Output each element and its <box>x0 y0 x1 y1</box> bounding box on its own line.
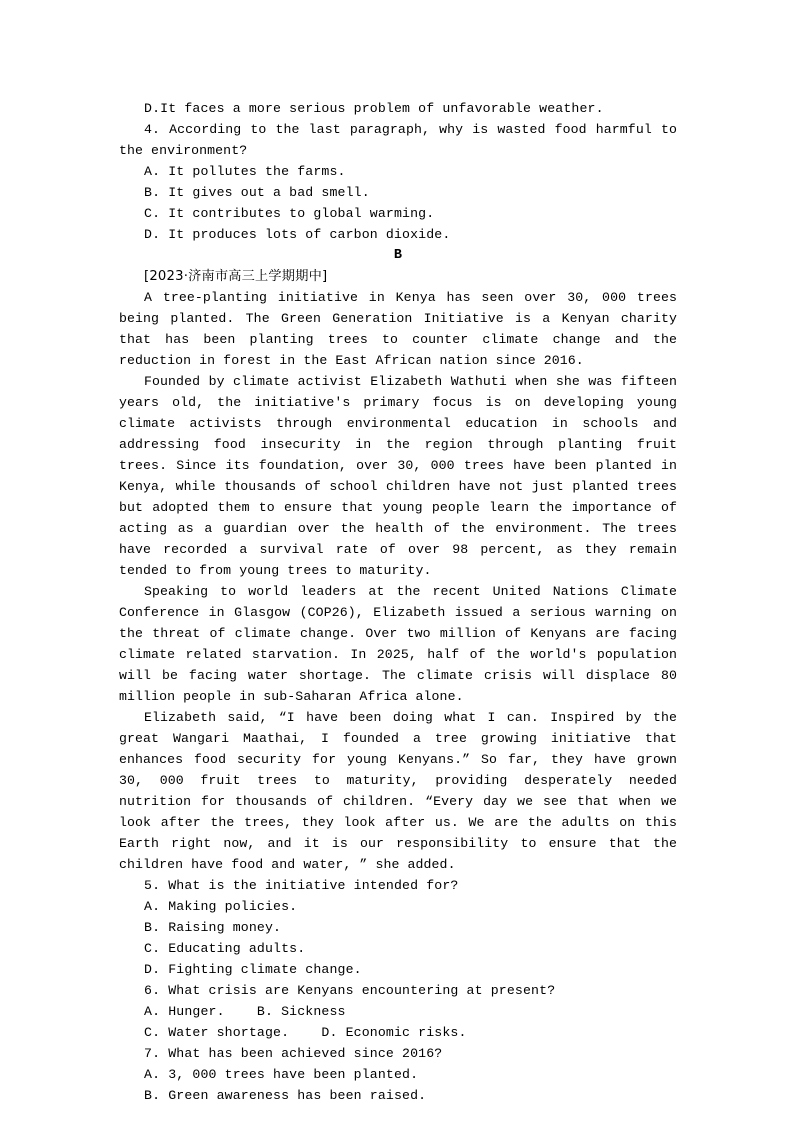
passage-paragraph-3: Speaking to world leaders at the recent United Nations Climate Conference in Glasgow (COP26), Elizabeth issued a serious warning on the threat of climate change. Over two million of Kenyans are facing climate related starvation. In 2025, half of the world's population will be facing water shortage. The climate crisis will displace 80 million people in sub-Saharan Africa alone. <box>119 584 677 704</box>
question-5-option-b: B. Raising money. <box>144 920 282 935</box>
question-4-stem: 4. According to the last paragraph, why is wasted food harmful to the environment? <box>119 122 677 158</box>
text-column <box>119 98 677 1106</box>
question-5-option-c: C. Educating adults. <box>144 941 306 956</box>
question-5-option-d: D. Fighting climate change. <box>144 962 362 977</box>
question-6-options-row-2: C. Water shortage. D. Economic risks. <box>144 1025 467 1040</box>
question-5-stem: 5. What is the initiative intended for? <box>144 878 459 893</box>
previous-option-d: D.It faces a more serious problem of unfavorable weather. <box>144 101 604 116</box>
question-7-stem: 7. What has been achieved since 2016? <box>144 1046 443 1061</box>
question-7-option-a: A. 3, 000 trees have been planted. <box>144 1067 419 1082</box>
question-6-options-row-1: A. Hunger. B. Sickness <box>144 1004 346 1019</box>
question-5-option-a: A. Making policies. <box>144 899 298 914</box>
exam-source-tag: [2023·济南市高三上学期期中] <box>144 269 328 284</box>
passage-paragraph-1: A tree-planting initiative in Kenya has seen over 30, 000 trees being planted. The Green Generation Initiative is a Kenyan charity that has been planting trees to counter climate change and the reduction in forest in the East African nation since 2016. <box>119 290 677 368</box>
question-4-option-d: D. It produces lots of carbon dioxide. <box>144 227 451 242</box>
passage-paragraph-4: Elizabeth said, “I have been doing what I can. Inspired by the great Wangari Maathai, I founded a tree growing initiative that enhances food security for young Kenyans.” So far, they have grown 30, 000 fruit trees to maturity, providing desperately needed nutrition for thousands of children. “Every day we see that when we look after the trees, they look after us. We are the adults on this Earth right now, and it is our responsibility to ensure that the children have food and water, ” she added. <box>119 710 677 872</box>
question-4-option-b: B. It gives out a bad smell. <box>144 185 370 200</box>
question-6-stem: 6. What crisis are Kenyans encountering at present? <box>144 983 556 998</box>
passage-paragraph-2: Founded by climate activist Elizabeth Wathuti when she was fifteen years old, the initiative's primary focus is on developing young climate activists through environmental education in schools and addressing food insecurity in the region through planting fruit trees. Since its foundation, over 30, 000 trees have been planted in Kenya, while thousands of school children have not just planted trees but adopted them to ensure that young people learn the importance of acting as a guardian over the health of the environment. The trees have recorded a survival rate of over 98 percent, as they remain tended to from young trees to maturity. <box>119 374 677 578</box>
question-4-option-c: C. It contributes to global warming. <box>144 206 435 221</box>
section-marker-b: B <box>393 248 403 263</box>
question-7-option-b: B. Green awareness has been raised. <box>144 1088 427 1103</box>
question-4-option-a: A. It pollutes the farms. <box>144 164 346 179</box>
